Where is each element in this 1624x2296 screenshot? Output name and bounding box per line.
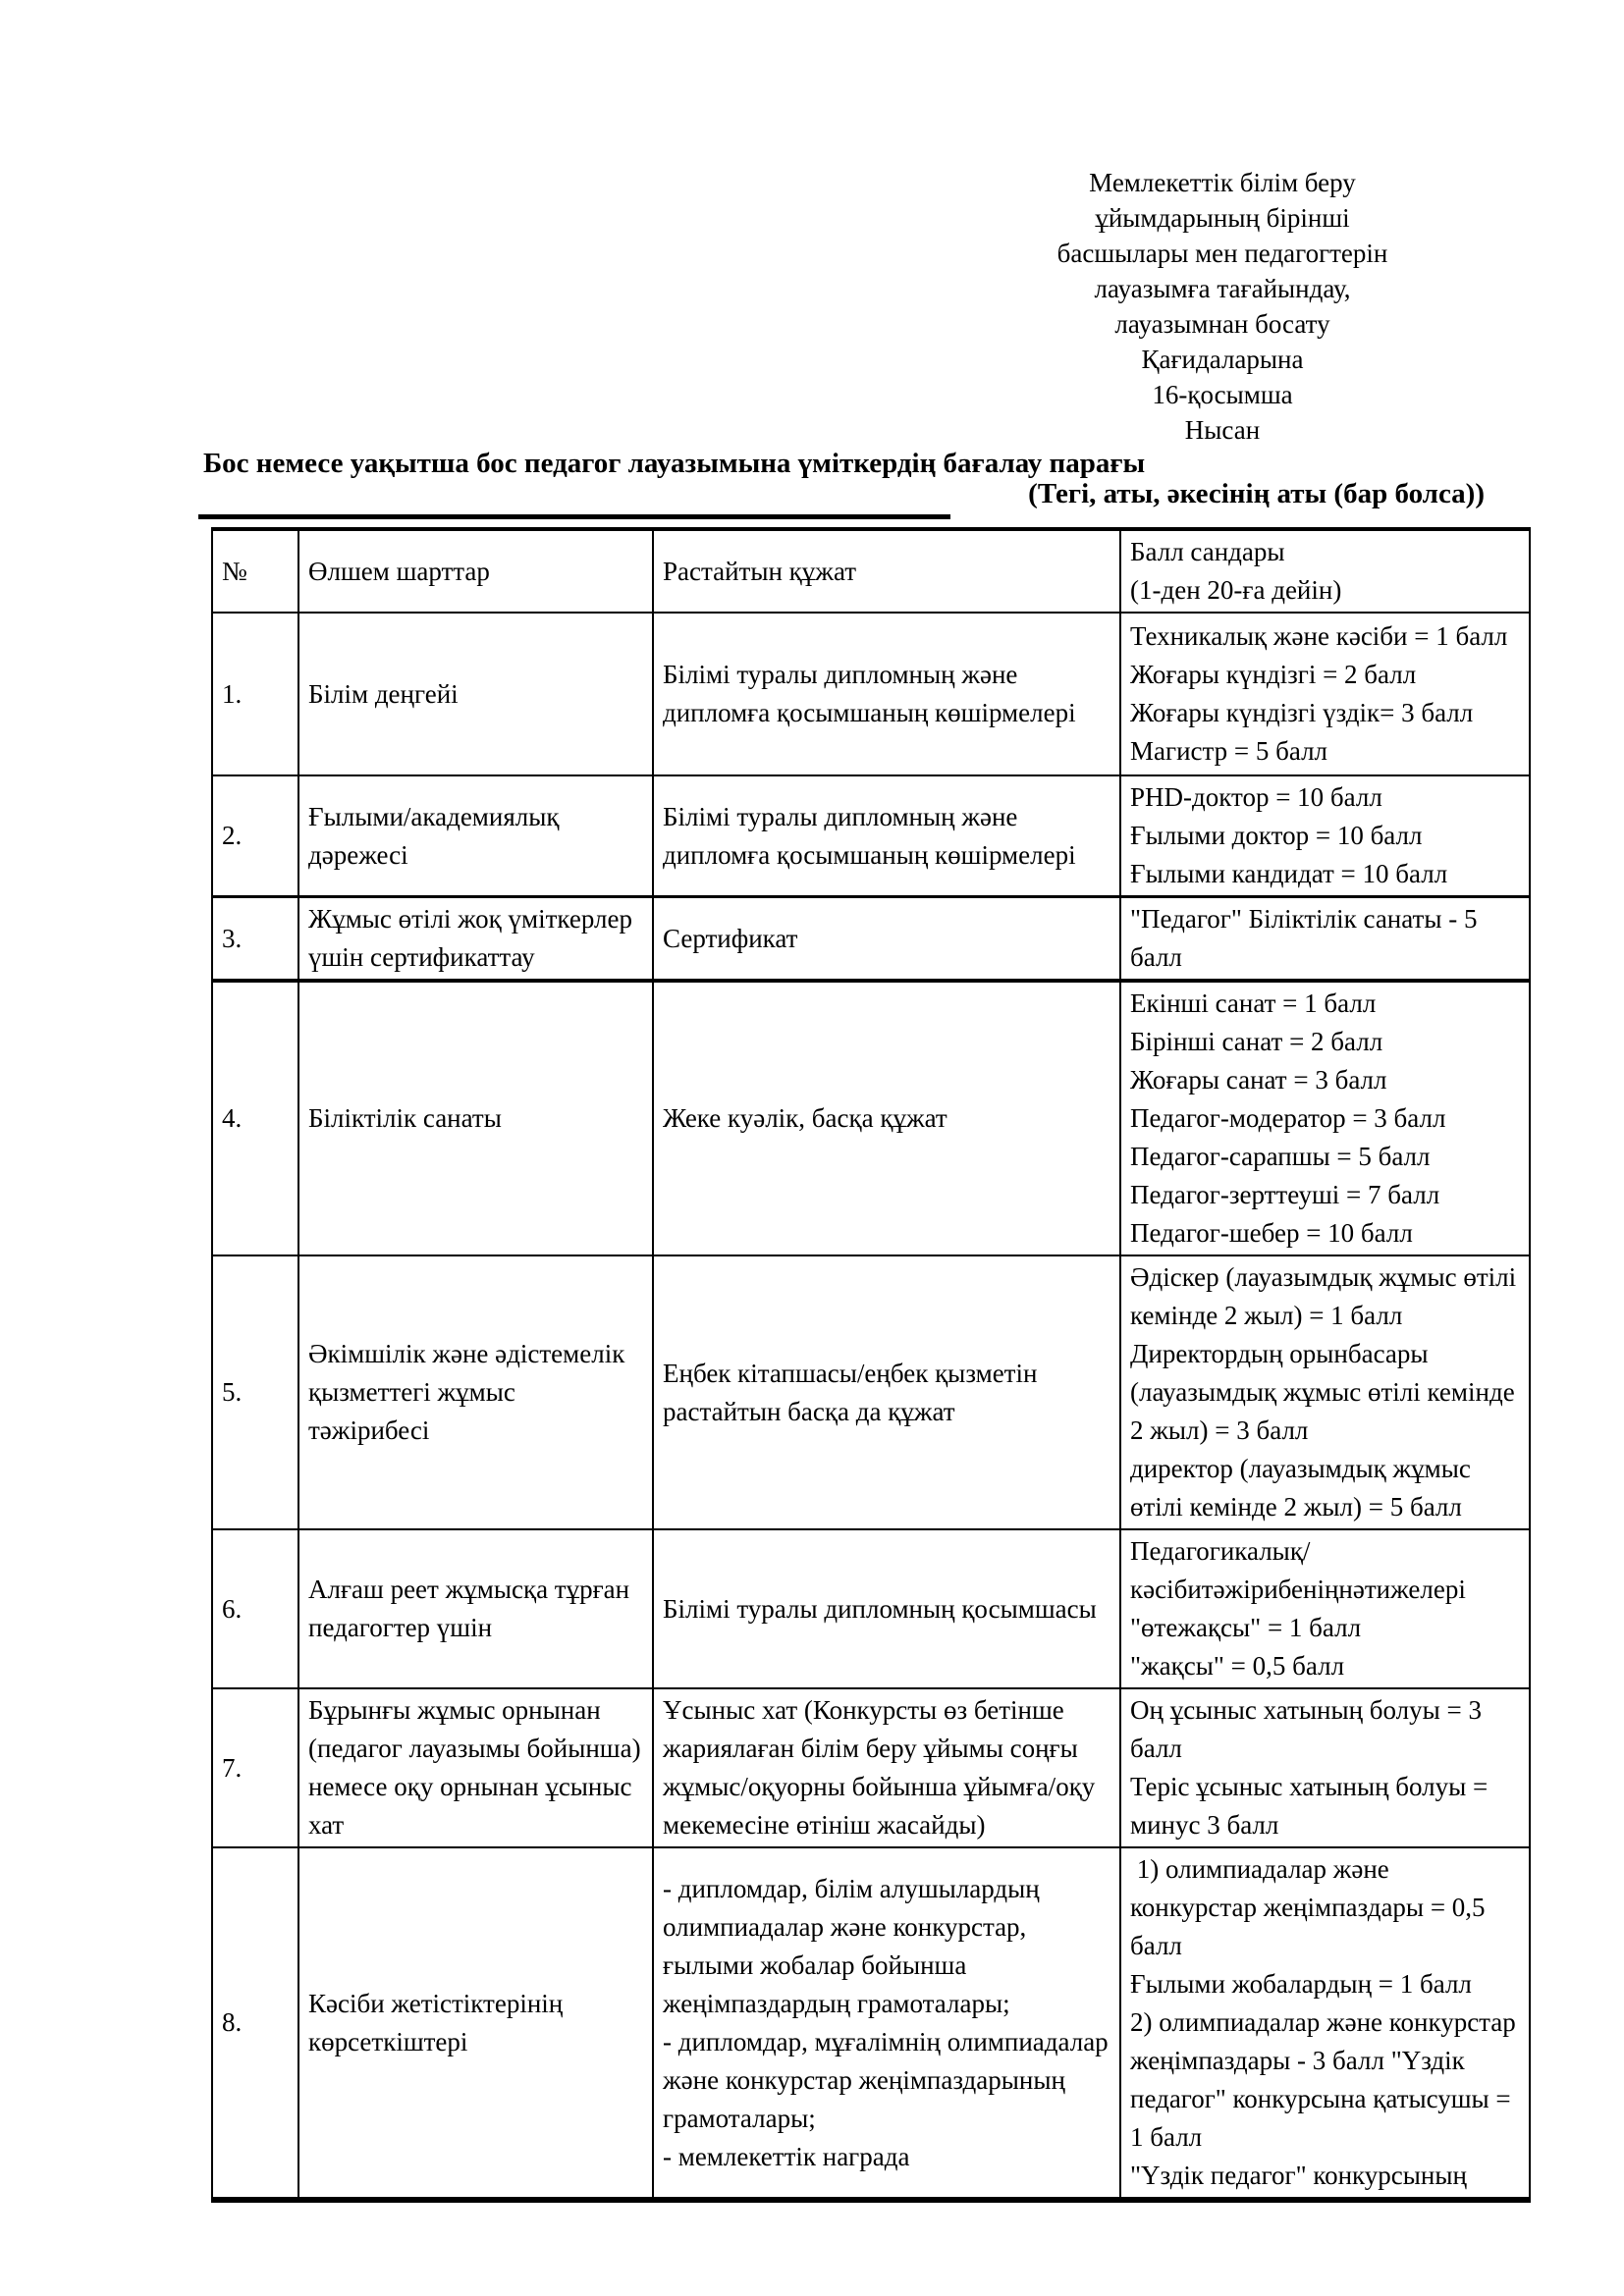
criteria-cell: Бұрынғы жұмыс орнынан (педагог лауазымы бойынша) немесе оқу орнынан ұсыныс хат (298, 1688, 653, 1847)
row-number-cell: 8. (212, 1847, 298, 2200)
criteria-cell: Әкімшілік және әдістемелік қызметтегі жұмыс тәжірибесі (298, 1255, 653, 1529)
points-line: Директордың орынбасары (лауазымдық жұмыс өтілі кемінде 2 жыл) = 3 балл (1130, 1339, 1522, 1445)
row-number-cell: 6. (212, 1529, 298, 1688)
document-cell (653, 981, 1120, 1255)
letterhead-line: 16-қосымша (1152, 380, 1293, 409)
points-line: Ғылыми доктор = 10 балл (1130, 821, 1423, 850)
document-line: Еңбек кітапшасы/еңбек қызметін растайтын басқа да құжат (663, 1358, 1045, 1426)
points-line: Екінші санат = 1 балл (1130, 988, 1377, 1018)
document-line: Білімі туралы дипломның қосымшасы (663, 1593, 1097, 1624)
row-number-cell: 1. (212, 613, 298, 775)
name-hint-label: (Тегі, аты, әкесінің аты (бар болса)) (1028, 478, 1485, 509)
criteria-cell: Жұмыс өтілі жоқ үміткерлер үшін сертификаттау (298, 897, 653, 982)
document-cell (653, 1688, 1120, 1847)
points-line: "Үздік педагог" конкурсының (1130, 2161, 1467, 2190)
letterhead-line: Мемлекеттік білім беру (1089, 168, 1356, 197)
document-cell (653, 1255, 1120, 1529)
points-cell (1120, 775, 1530, 897)
criteria-cell: Алғаш реет жұмысқа тұрған педагогтер үшін (298, 1529, 653, 1688)
points-line: Ғылыми жобалардың = 1 балл (1130, 1969, 1472, 1999)
letterhead-line: Қағидаларына (1141, 345, 1304, 374)
points-line: Педагог-сарапшы = 5 балл (1130, 1142, 1431, 1171)
document-cell (653, 1529, 1120, 1688)
points-header-line: Балл сандары (1130, 537, 1285, 566)
col-header-number: № (212, 529, 298, 613)
document-cell (653, 1847, 1120, 2200)
letterhead (879, 165, 1566, 448)
points-line: Педагог-шебер = 10 балл (1130, 1218, 1413, 1248)
document-line: Білімі туралы дипломның және дипломға қосымшаның көшірмелері (663, 801, 1076, 870)
points-cell (1120, 897, 1530, 982)
points-header-line: (1-ден 20-ға дейін) (1130, 575, 1342, 605)
col-header-points (1120, 529, 1530, 613)
points-line: Жоғары күндізгі = 2 балл (1130, 660, 1417, 689)
evaluation-table (211, 527, 1531, 2203)
points-line: Оң ұсыныс хатының болуы = 3 балл (1130, 1695, 1489, 1763)
col-header-criteria: Өлшем шарттар (298, 529, 653, 613)
row-number-cell: 2. (212, 775, 298, 897)
document-line: - дипломдар, мұғалімнің олимпиадалар және конкурстар жеңімпаздарының грамоталары; (663, 2026, 1115, 2133)
row-number-cell: 3. (212, 897, 298, 982)
points-line: Ғылыми кандидат = 10 балл (1130, 859, 1448, 888)
points-line: 2) олимпиадалар және конкурстар жеңімпаздары - 3 балл "Үздік педагог" конкурсына қатысушы = 1 балл (1130, 2007, 1523, 2152)
points-cell (1120, 1847, 1530, 2200)
table-row (212, 1529, 1530, 1688)
name-underline-rule (198, 514, 950, 519)
points-line: Теріс ұсыныс хатының болуы = минус 3 балл (1130, 1772, 1495, 1840)
row-number-cell: 4. (212, 981, 298, 1255)
points-line: Әдіскер (лауазымдық жұмыс өтілі кемінде 2 жыл) = 1 балл (1130, 1262, 1523, 1330)
letterhead-line: Нысан (1184, 415, 1261, 445)
document-line: Сертификат (663, 923, 798, 953)
letterhead-line: ұйымдарының бірінші (1095, 203, 1350, 233)
points-line: Жоғары санат = 3 балл (1130, 1065, 1387, 1095)
letterhead-line: лауазымға тағайындау, (1094, 274, 1351, 303)
points-cell (1120, 613, 1530, 775)
table-header-row (212, 529, 1530, 613)
row-number-cell: 5. (212, 1255, 298, 1529)
points-line: директор (лауазымдық жұмыс өтілі кемінде 2 жыл) = 5 балл (1130, 1454, 1478, 1522)
criteria-cell: Кәсіби жетістіктерінің көрсеткіштері (298, 1847, 653, 2200)
table-row (212, 613, 1530, 775)
points-line: Педагог-модератор = 3 балл (1130, 1103, 1446, 1133)
document-line: Жеке куәлік, басқа құжат (663, 1103, 947, 1133)
table-row (212, 1255, 1530, 1529)
letterhead-line: басшылары мен педагогтерін (1056, 239, 1388, 268)
table-row (212, 1847, 1530, 2200)
criteria-cell: Білім деңгейі (298, 613, 653, 775)
criteria-cell: Ғылыми/академиялық дәрежесі (298, 775, 653, 897)
points-cell (1120, 1255, 1530, 1529)
points-line: Жоғары күндізгі үздік= 3 балл (1130, 698, 1474, 727)
document-title: Бос немесе уақытша бос педагог лауазымына үміткердің бағалау парағы (203, 448, 1146, 479)
points-line: "жақсы" = 0,5 балл (1130, 1651, 1345, 1681)
document-line: Ұсыныс хат (Конкурсты өз бетінше жариялаған білім беру ұйымы соңғы жұмыс/оқуорны бойынша ұйымға/оқу мекемесіне өтініш жасайды) (663, 1695, 1103, 1840)
table-row (212, 897, 1530, 982)
points-line: Техникалық және кәсіби = 1 балл (1130, 621, 1508, 651)
document-cell (653, 897, 1120, 982)
document-cell (653, 775, 1120, 897)
table-row (212, 981, 1530, 1255)
document-cell (653, 613, 1120, 775)
points-cell (1120, 1688, 1530, 1847)
document-line: Білімі туралы дипломның және дипломға қосымшаның көшірмелері (663, 660, 1076, 727)
points-cell (1120, 981, 1530, 1255)
points-line: Бірінші санат = 2 балл (1130, 1027, 1383, 1056)
points-line: PHD-доктор = 10 балл (1130, 782, 1382, 812)
points-line: 1) олимпиадалар және конкурстар жеңімпаздары = 0,5 балл (1130, 1854, 1492, 1960)
points-line: Педагогикалық/ кәсібитәжірибеніңнәтижелері "өтежақсы" = 1 балл (1130, 1536, 1473, 1642)
table-row (212, 1688, 1530, 1847)
points-line: "Педагог" Біліктілік санаты - 5 балл (1130, 904, 1485, 972)
document-line: - мемлекеттік награда (663, 2141, 910, 2171)
points-cell (1120, 1529, 1530, 1688)
row-number-cell: 7. (212, 1688, 298, 1847)
table-row (212, 775, 1530, 897)
letterhead-line: лауазымнан босату (1114, 309, 1330, 339)
document-line: - дипломдар, білім алушылардың олимпиадалар және конкурстар, ғылыми жобалар бойынша жеңімпаздардың грамоталары; (663, 1873, 1047, 2018)
table-body (212, 613, 1530, 2200)
col-header-document: Растайтын құжат (653, 529, 1120, 613)
points-line: Магистр = 5 балл (1130, 736, 1328, 766)
criteria-cell: Біліктілік санаты (298, 981, 653, 1255)
points-line: Педагог-зерттеуші = 7 балл (1130, 1180, 1440, 1209)
